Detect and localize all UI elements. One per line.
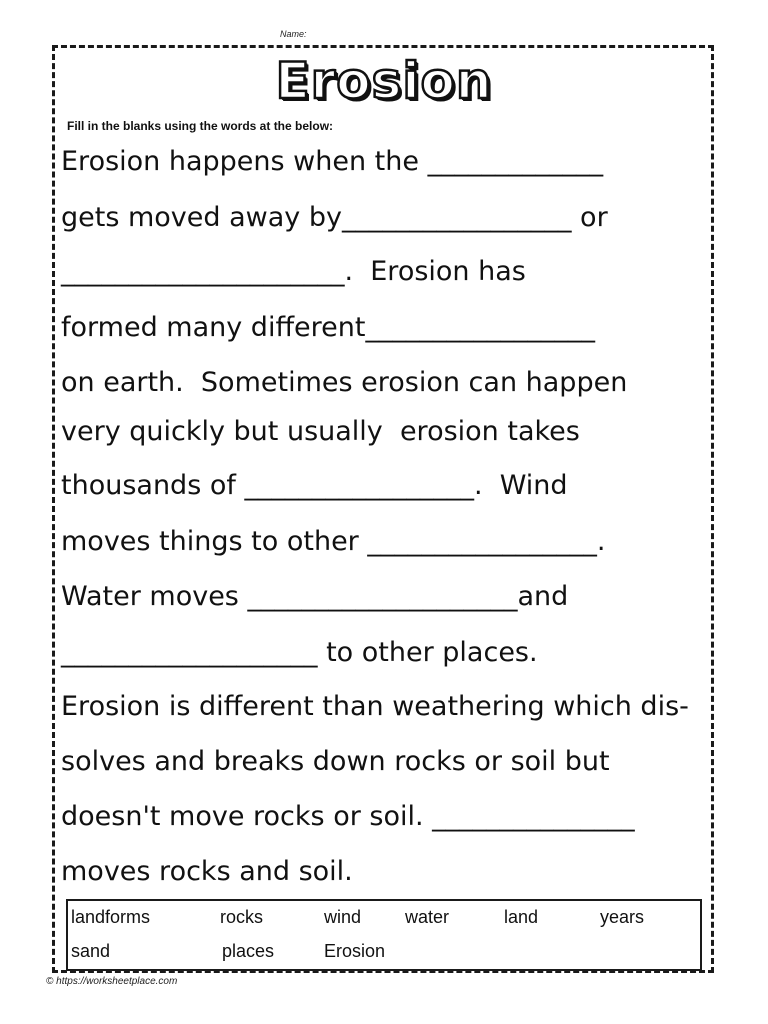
name-label: Name:	[280, 29, 307, 39]
passage-line: solves and breaks down rocks or soil but	[61, 746, 610, 777]
word-bank-item: water	[405, 907, 450, 927]
word-bank-item: land	[504, 907, 539, 927]
passage-line: moves rocks and soil.	[61, 856, 353, 887]
passage-line: gets moved away by_________________ or	[61, 202, 608, 233]
worksheet-frame	[52, 45, 714, 973]
passage-line: ___________________ to other places.	[61, 637, 538, 668]
word-bank-item: wind	[324, 907, 362, 927]
word-bank-item: years	[600, 907, 645, 927]
word-bank-item: sand	[71, 941, 111, 961]
passage-line: Erosion is different than weathering which dis-	[61, 691, 689, 722]
passage-line: doesn't move rocks or soil. _______________	[61, 801, 635, 832]
word-bank-item: places	[222, 941, 275, 961]
passage-line: very quickly but usually erosion takes	[61, 416, 580, 447]
instructions: Fill in the blanks using the words at the below:	[67, 119, 334, 133]
passage-line: moves things to other _________________.	[61, 526, 606, 557]
passage-line: formed many different_________________	[61, 312, 595, 343]
copyright-notice: © https://worksheetplace.com	[46, 976, 178, 987]
passage-line: thousands of _________________. Wind	[61, 470, 568, 501]
passage-line: Water moves ____________________and	[61, 581, 569, 612]
word-bank-item: rocks	[220, 907, 264, 927]
word-bank-item: Erosion	[324, 941, 386, 961]
word-bank	[66, 899, 702, 971]
passage-line: on earth. Sometimes erosion can happen	[61, 367, 628, 398]
word-bank-item: landforms	[71, 907, 151, 927]
worksheet-title: Erosion	[275, 52, 493, 110]
passage-line: _____________________. Erosion has	[61, 256, 526, 287]
passage-line: Erosion happens when the _____________	[61, 146, 604, 177]
